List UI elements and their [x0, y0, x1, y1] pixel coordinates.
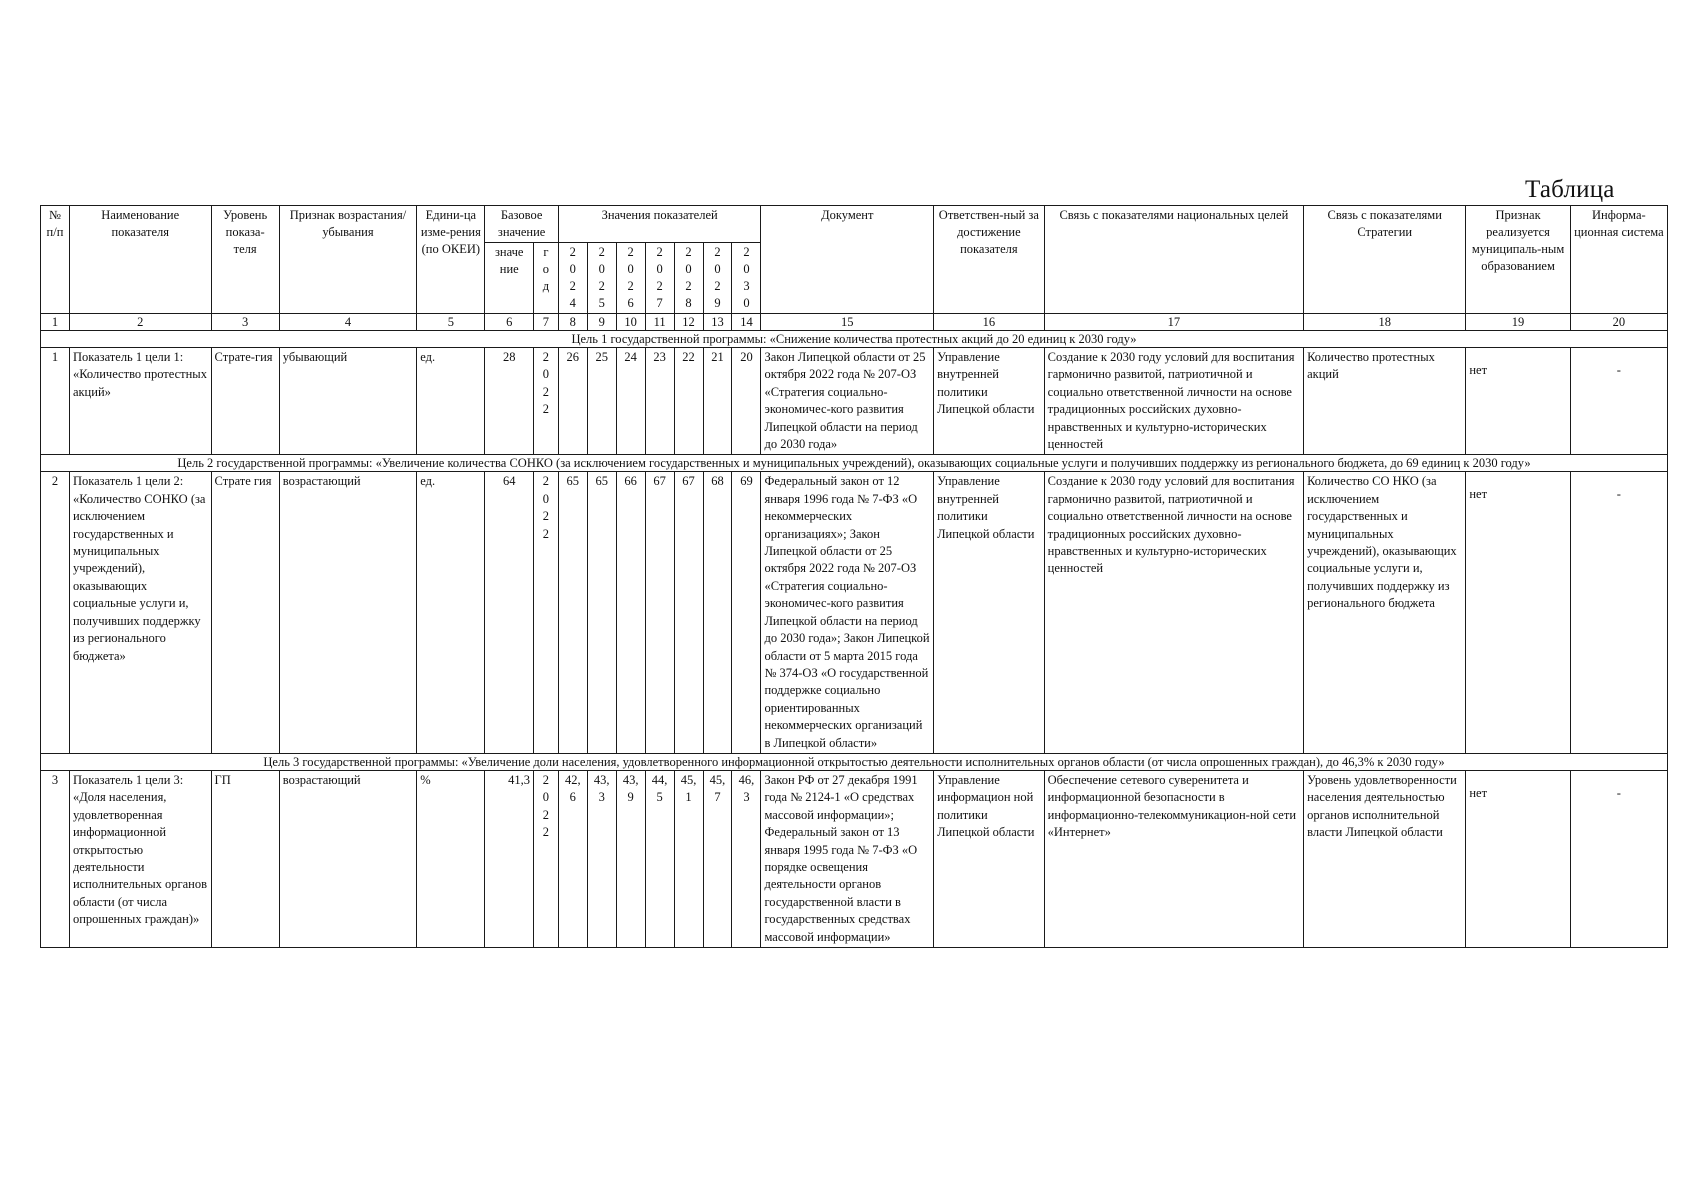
goal-title: Цель 1 государственной программы: «Снижение количества протестных акций до 20 единиц к 2030 году» [41, 331, 1668, 348]
column-number: 17 [1044, 314, 1303, 331]
indicators-table [40, 205, 1668, 948]
indicator-value-2027: 44, 5 [645, 770, 674, 947]
indicator-level: ГП [211, 770, 279, 947]
indicator-value-2024: 42, 6 [558, 770, 587, 947]
indicator-municipal: нет [1466, 472, 1570, 754]
header-year-2028: 2 0 2 8 [674, 243, 703, 314]
indicator-strategy: Количество протестных акций [1304, 348, 1466, 455]
column-number: 7 [534, 314, 559, 331]
indicator-national-goals: Обеспечение сетевого суверенитета и информационной безопасности в информационно-телекоммуникацион-ной сети «Интернет» [1044, 770, 1303, 947]
indicator-row [41, 472, 1668, 754]
indicator-row [41, 348, 1668, 455]
indicator-value-2025: 65 [587, 472, 616, 754]
indicator-num: 1 [41, 348, 70, 455]
indicator-responsible: Управление внутренней политики Липецкой области [934, 348, 1045, 455]
indicator-base-year: 2 0 2 2 [534, 348, 559, 455]
indicator-info-system: - [1570, 472, 1667, 754]
indicator-municipal: нет [1466, 770, 1570, 947]
indicator-strategy: Уровень удовлетворенности населения деятельностью органов исполнительной власти Липецкой области [1304, 770, 1466, 947]
header-info-system: Информа-ционная система [1570, 206, 1667, 314]
header-year-2027: 2 0 2 7 [645, 243, 674, 314]
indicator-row [41, 770, 1668, 947]
column-number: 10 [616, 314, 645, 331]
indicator-national-goals: Создание к 2030 году условий для воспитания гармонично развитой, патриотичной и социально ответственной личности на основе традиционных российских духовно-нравственных и культурно-исторических ценностей [1044, 472, 1303, 754]
indicator-unit: ед. [417, 472, 485, 754]
indicator-value-2024: 26 [558, 348, 587, 455]
goal-title: Цель 3 государственной программы: «Увеличение доли населения, удовлетворенного информационной открытостью деятельности исполнительных органов области (от числа опрошенных граждан), до 46,3% к 2030 году» [41, 753, 1668, 770]
indicator-trend: возрастающий [279, 770, 416, 947]
indicator-base-value: 64 [485, 472, 534, 754]
header-base-year: г о д [534, 243, 559, 314]
column-number: 11 [645, 314, 674, 331]
indicator-info-system: - [1570, 770, 1667, 947]
column-number: 19 [1466, 314, 1570, 331]
header-trend: Признак возрастания/ убывания [279, 206, 416, 314]
column-number: 3 [211, 314, 279, 331]
header-document: Документ [761, 206, 934, 314]
column-number: 8 [558, 314, 587, 331]
indicator-strategy: Количество СО НКО (за исключением государственных и муниципальных учреждений), оказывающих социальные услуги и, получивших поддержку из регионального бюджета [1304, 472, 1466, 754]
indicator-base-year: 2 0 2 2 [534, 770, 559, 947]
indicator-document: Закон РФ от 27 декабря 1991 года № 2124-1 «О средствах массовой информации»; Федеральный закон от 13 января 1995 года № 7-ФЗ «О порядке освещения деятельности органов государственной власти в государственных средствах массовой информации» [761, 770, 934, 947]
indicator-value-2026: 43, 9 [616, 770, 645, 947]
column-number: 16 [934, 314, 1045, 331]
indicator-value-2028: 22 [674, 348, 703, 455]
indicator-value-2030: 69 [732, 472, 761, 754]
header-strategy: Связь с показателями Стратегии [1304, 206, 1466, 314]
header-year-2024: 2 0 2 4 [558, 243, 587, 314]
header-num: № п/п [41, 206, 70, 314]
header-name: Наименование показателя [69, 206, 211, 314]
column-number: 9 [587, 314, 616, 331]
header-year-2025: 2 0 2 5 [587, 243, 616, 314]
header-level: Уровень показа-теля [211, 206, 279, 314]
column-number: 20 [1570, 314, 1667, 331]
indicator-base-year: 2 0 2 2 [534, 472, 559, 754]
indicator-responsible: Управление информацион ной политики Липецкой области [934, 770, 1045, 947]
indicator-value-2024: 65 [558, 472, 587, 754]
indicator-municipal: нет [1466, 348, 1570, 455]
column-number: 13 [703, 314, 732, 331]
indicator-value-2028: 67 [674, 472, 703, 754]
header-row-1 [41, 206, 1668, 243]
column-number: 5 [417, 314, 485, 331]
indicator-trend: убывающий [279, 348, 416, 455]
column-number: 6 [485, 314, 534, 331]
column-number: 15 [761, 314, 934, 331]
column-number: 1 [41, 314, 70, 331]
indicator-responsible: Управление внутренней политики Липецкой области [934, 472, 1045, 754]
goal-row [41, 331, 1668, 348]
indicator-value-2027: 23 [645, 348, 674, 455]
header-base-value: значе ние [485, 243, 534, 314]
header-values: Значения показателей [558, 206, 761, 243]
column-number: 4 [279, 314, 416, 331]
header-municipal: Признак реализуется муниципаль-ным образованием [1466, 206, 1570, 314]
indicator-name: Показатель 1 цели 2: «Количество СОНКО (за исключением государственных и муниципальных учреждений), оказывающих социальные услуги и, получивших поддержку из регионального бюджета» [69, 472, 211, 754]
indicator-value-2025: 25 [587, 348, 616, 455]
indicator-num: 3 [41, 770, 70, 947]
header-base: Базовое значение [485, 206, 558, 243]
indicator-base-value: 28 [485, 348, 534, 455]
indicator-value-2029: 21 [703, 348, 732, 455]
goal-title: Цель 2 государственной программы: «Увеличение количества СОНКО (за исключением государственных и муниципальных учреждений), оказывающих социальные услуги и получивших поддержку из регионального бюджета, до 69 единиц к 2030 году» [41, 455, 1668, 472]
column-number: 18 [1304, 314, 1466, 331]
indicator-name: Показатель 1 цели 3: «Доля населения, удовлетворенная информационной открытостью деятельности исполнительных органов области (от числа опрошенных граждан)» [69, 770, 211, 947]
indicator-level: Страте гия [211, 472, 279, 754]
header-unit: Едини-ца изме-рения (по ОКЕИ) [417, 206, 485, 314]
indicator-unit: ед. [417, 348, 485, 455]
column-number-row [41, 314, 1668, 331]
indicator-value-2028: 45, 1 [674, 770, 703, 947]
indicator-value-2026: 66 [616, 472, 645, 754]
indicator-value-2030: 46, 3 [732, 770, 761, 947]
header-year-2026: 2 0 2 6 [616, 243, 645, 314]
indicator-value-2027: 67 [645, 472, 674, 754]
column-number: 14 [732, 314, 761, 331]
indicator-unit: % [417, 770, 485, 947]
indicator-base-value: 41,3 [485, 770, 534, 947]
indicator-value-2030: 20 [732, 348, 761, 455]
goal-row [41, 455, 1668, 472]
indicator-trend: возрастающий [279, 472, 416, 754]
header-year-2030: 2 0 3 0 [732, 243, 761, 314]
header-responsible: Ответствен-ный за достижение показателя [934, 206, 1045, 314]
indicator-num: 2 [41, 472, 70, 754]
indicator-document: Закон Липецкой области от 25 октября 2022 года № 207-ОЗ «Стратегия социально-экономичес-кого развития Липецкой области на период до 2030 года» [761, 348, 934, 455]
header-national-goals: Связь с показателями национальных целей [1044, 206, 1303, 314]
indicator-name: Показатель 1 цели 1: «Количество протестных акций» [69, 348, 211, 455]
indicator-info-system: - [1570, 348, 1667, 455]
indicator-value-2025: 43, 3 [587, 770, 616, 947]
indicator-value-2026: 24 [616, 348, 645, 455]
page-title: Таблица [1525, 176, 1615, 203]
indicator-national-goals: Создание к 2030 году условий для воспитания гармонично развитой, патриотичной и социально ответственной личности на основе традиционных российских духовно-нравственных и культурно-исторических ценностей [1044, 348, 1303, 455]
column-number: 2 [69, 314, 211, 331]
header-year-2029: 2 0 2 9 [703, 243, 732, 314]
indicator-level: Страте-гия [211, 348, 279, 455]
indicator-document: Федеральный закон от 12 января 1996 года № 7-ФЗ «О некоммерческих организациях»; Закон Липецкой области от 25 октября 2022 года № 207-ОЗ «Стратегия социально-экономичес-кого развития Липецкой области на период до 2030 года»; Закон Липецкой области от 5 марта 2015 года № 374-ОЗ «О государственной поддержке социально ориентированных некоммерческих организаций в Липецкой области» [761, 472, 934, 754]
column-number: 12 [674, 314, 703, 331]
indicator-value-2029: 45, 7 [703, 770, 732, 947]
indicator-value-2029: 68 [703, 472, 732, 754]
goal-row [41, 753, 1668, 770]
